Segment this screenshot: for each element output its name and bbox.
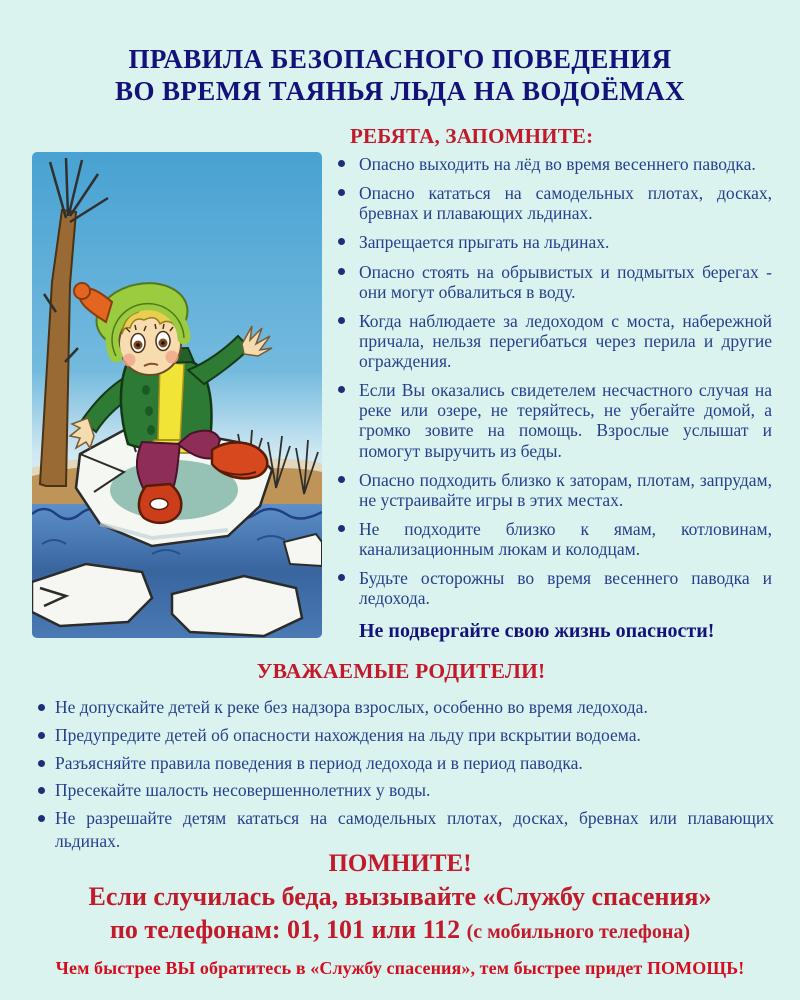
bullet-icon [338,238,345,245]
reminder-heading: ПОМНИТЕ! [328,850,472,877]
bullet-icon [338,317,345,324]
list-item [336,380,772,461]
bullet-icon [38,704,45,711]
rule-text: Опасно выходить на лёд во время весеннего паводка. [359,154,756,174]
illustration [32,152,322,638]
bullet-icon [38,760,45,767]
reminder-footer: Чем быстрее ВЫ обратитесь в «Службу спасения», тем быстрее придет ПОМОЩЬ! [55,958,745,979]
bullet-icon [38,815,45,822]
rule-text: Предупредите детей об опасности нахождения на льду при вскрытии водоема. [55,724,641,745]
kids-section-heading: РЕБЯТА, ЗАПОМНИТЕ: [350,124,594,148]
list-item [28,779,774,802]
bullet-icon [338,268,345,275]
reminder-line1: Если случилась беда, вызывайте «Службу спасения» [88,882,712,911]
page-title-line2: ВО ВРЕМЯ ТАЯНЬЯ ЛЬДА НА ВОДОЁМАХ [115,75,685,106]
rule-text: Не допускайте детей к реке без надзора взрослых, особенно во время ледохода. [55,697,648,717]
shoe-buckle [150,499,168,510]
list-item [28,724,774,747]
list-item [336,183,772,223]
list-item [336,568,772,608]
list-item [336,154,772,174]
kids-section-footer: Не подвергайте свою жизнь опасности! [359,620,715,643]
rule-text: Опасно стоять на обрывистых и подмытых берегах - они могут обвалиться в воду. [359,261,772,302]
bullet-icon [338,525,345,532]
rule-text: Когда наблюдаете за ледоходом с моста, набережной причала, нельзя перегибаться через перила и другие ограждения. [359,310,772,371]
reminder-section [0,849,800,979]
rule-text: Если Вы оказались свидетелем несчастного случая на реке или озере, не теряйтесь, не убегайте домой, а громко зовите на помощь. Взрослые услышат и помогут выручить из беды. [359,380,772,461]
page-title [0,44,800,108]
illustration-svg [32,152,322,638]
rule-text: Не разрешайте детям кататься на самодельных плотах, досках, бревнах или плавающих льдинах. [55,808,774,851]
bullet-icon [338,574,345,581]
bullet-icon [338,189,345,196]
parents-section-heading: УВАЖАЕМЫЕ РОДИТЕЛИ! [256,659,546,683]
parents-section [28,659,774,858]
kids-rules-list [336,154,772,608]
rule-text: Не подходите близко к ямам, котловинам, канализационным люкам и колодцам. [359,518,772,559]
rule-text: Будьте осторожны во время весеннего паводка и ледохода. [359,568,772,609]
kids-section [336,124,772,643]
list-item [336,232,772,252]
list-item [28,807,774,853]
reminder-phones: по телефонам: 01, 101 или 112 [109,915,467,945]
reminder-line2 [0,914,800,945]
list-item [28,752,774,775]
rule-text: Разъясняйте правила поведения в период ледохода и в период паводка. [55,752,583,773]
hat-tip-ball [74,283,90,299]
bullet-icon [338,160,345,167]
bullet-icon [338,386,345,393]
list-item [336,262,772,302]
bullet-icon [38,787,45,794]
rule-text: Опасно кататься на самодельных плотах, досках, бревнах и плавающих льдинах. [359,183,772,224]
reminder-phone-note: (с мобильного телефона) [466,921,691,944]
bullet-icon [338,476,345,483]
rule-text: Пресекайте шалость несовершеннолетних у воды. [55,780,431,801]
list-item [336,470,772,510]
list-item [336,519,772,559]
list-item [336,311,772,371]
rule-text: Запрещается прыгать на льдинах. [359,232,610,253]
rule-text: Опасно подходить близко к заторам, плотам, запрудам, не устраивайте игры в этих местах. [359,469,772,510]
child-sweater [158,362,184,442]
child-cheek-right [166,351,179,364]
page-title-line1: ПРАВИЛА БЕЗОПАСНОГО ПОВЕДЕНИЯ [128,44,672,74]
list-item [28,696,774,719]
parents-rules-list [28,696,774,853]
child-cheek-left [123,354,136,367]
bullet-icon [38,732,45,739]
